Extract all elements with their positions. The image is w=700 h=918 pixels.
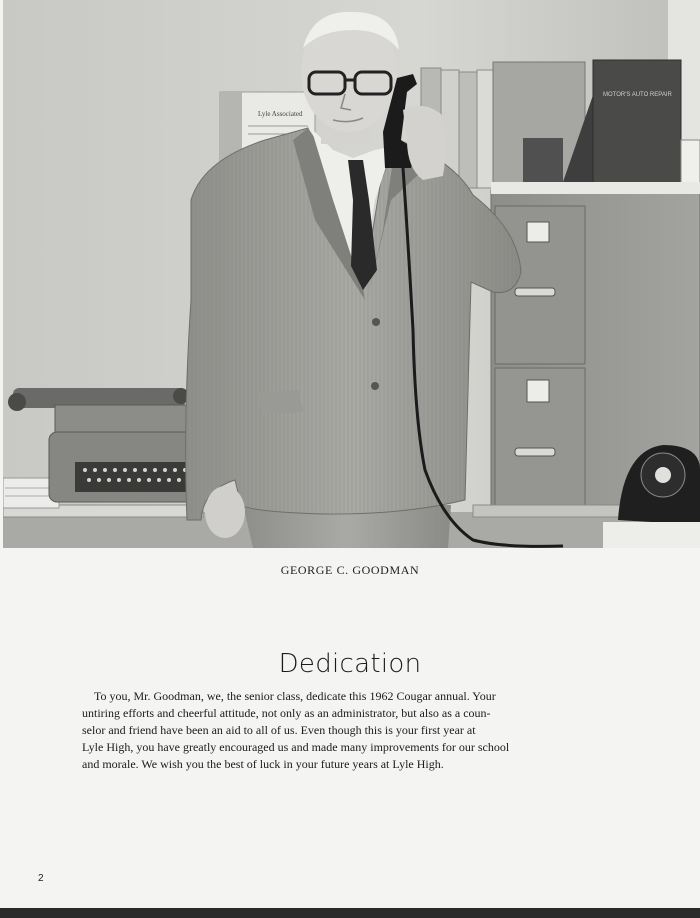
portrait-photo [3,0,700,548]
photo-caption: GEORGE C. GOODMAN [280,563,420,577]
book-spine-text: MOTOR'S AUTO REPAIR [603,92,672,98]
dedication-line: To you, Mr. Goodman, we, the senior class, dedicate this 1962 Cougar annual. Your [94,689,496,703]
dedication-line: Lyle High, you have greatly encouraged us and made many improvements for our school [82,740,510,754]
dedication-line: untiring efforts and cheerful attitude, not only as an administrator, but also as a coun- [82,706,491,720]
page-title: Dedication [278,649,422,679]
wall-sign-text: Lyle Associated [258,110,303,118]
dedication-paragraph [82,688,622,773]
dedication-line: selor and friend have been an aid to all of us. Even though this is your first year at [82,723,476,737]
portrait-photo-icon [3,0,700,548]
page-number: 2 [38,873,44,884]
page-bottom-edge [0,908,700,918]
dedication-line: and morale. We wish you the best of luck in your future years at Lyle High. [82,757,444,771]
